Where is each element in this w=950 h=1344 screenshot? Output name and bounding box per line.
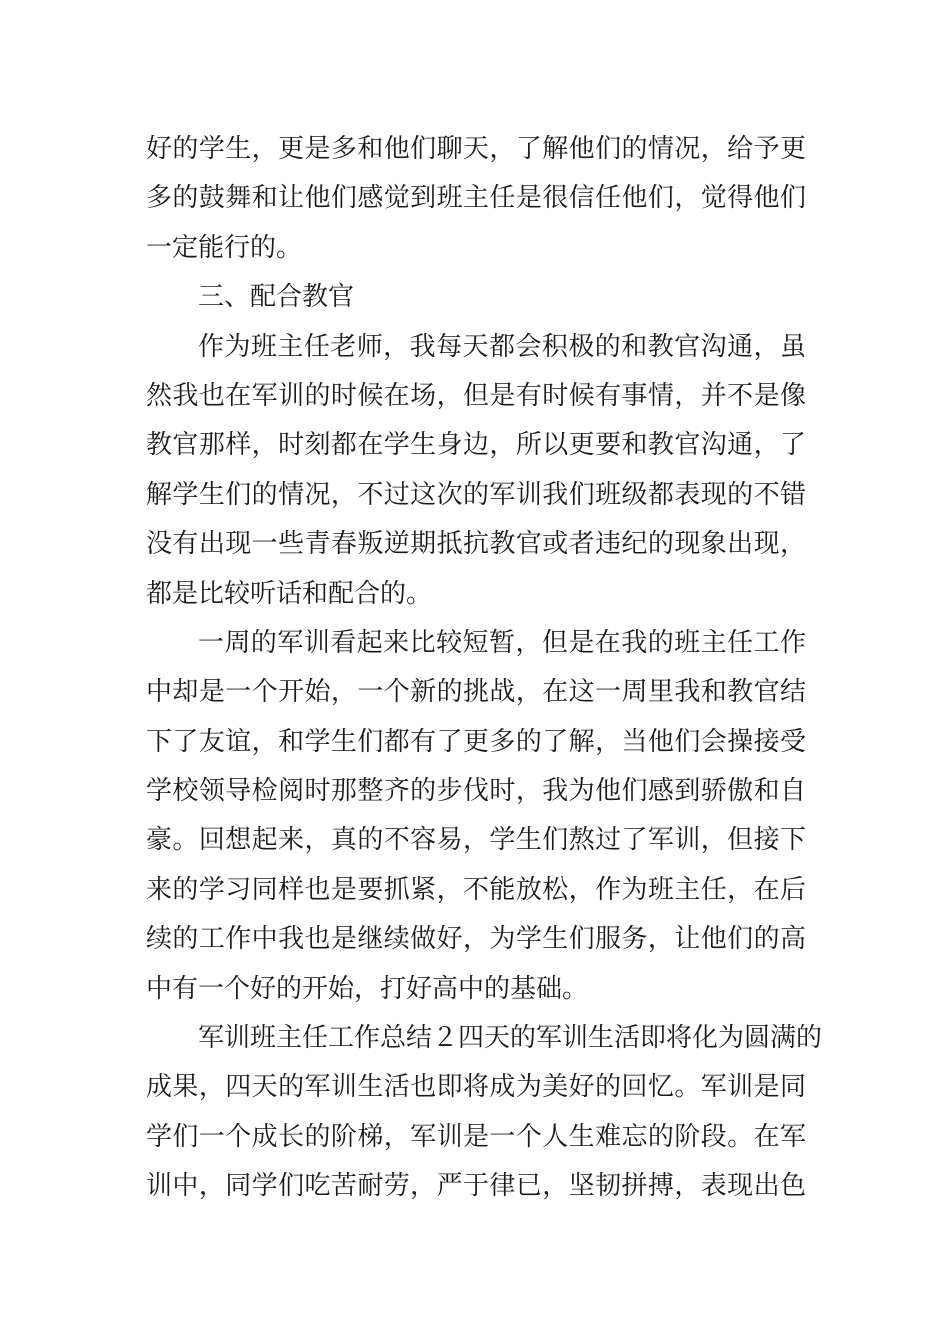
text-line: 多的鼓舞和让他们感觉到班主任是很信任他们，觉得他们 [146, 183, 806, 214]
text-line: 作为班主任老师，我每天都会积极的和教官沟通，虽 [198, 331, 806, 362]
text-line: 然我也在军训的时候在场，但是有时候有事情，并不是像 [146, 380, 806, 411]
document-body [146, 125, 823, 1212]
text-line: 一周的军训看起来比较短暂，但是在我的班主任工作 [198, 627, 806, 658]
text-line: 教官那样，时刻都在学生身边，所以更要和教官沟通，了 [146, 430, 806, 461]
text-line: 学校领导检阅时那整齐的步伐时，我为他们感到骄傲和自 [146, 776, 806, 807]
text-line: 解学生们的情况，不过这次的军训我们班级都表现的不错 [146, 479, 806, 510]
paragraph [146, 125, 806, 273]
text-line: 下了友谊，和学生们都有了更多的了解，当他们会操接受 [146, 726, 806, 757]
paragraph [146, 619, 806, 1014]
text-line: 训中，同学们吃苦耐劳，严于律已，坚韧拼搏，表现出色 [146, 1171, 806, 1202]
text-line: 学们一个成长的阶梯，军训是一个人生难忘的阶段。在军 [146, 1121, 806, 1152]
text-line: 没有出现一些青春叛逆期抵抗教官或者违纪的现象出现， [146, 529, 806, 560]
text-line: 军训班主任工作总结２四天的军训生活即将化为圆满的 [198, 1023, 823, 1054]
text-line: 好的学生，更是多和他们聊天，了解他们的情况，给予更 [146, 134, 806, 164]
text-line: 成果，四天的军训生活也即将成为美好的回忆。军训是同 [146, 1072, 806, 1103]
paragraph [146, 1014, 823, 1212]
text-line: 三、配合教官 [198, 282, 355, 313]
text-line: 中有一个好的开始，打好高中的基础。 [146, 973, 589, 1004]
text-line: 中却是一个开始，一个新的挑战，在这一周里我和教官结 [146, 677, 806, 708]
text-line: 来的学习同样也是要抓紧，不能放松，作为班主任，在后 [146, 874, 806, 905]
paragraph [146, 323, 806, 619]
section-heading [146, 273, 806, 322]
text-line: 一定能行的。 [146, 232, 303, 263]
text-line: 豪。回想起来，真的不容易，学生们熬过了军训，但接下 [146, 825, 806, 856]
text-line: 都是比较听话和配合的。 [146, 578, 433, 609]
text-line: 续的工作中我也是继续做好，为学生们服务，让他们的高 [146, 924, 806, 955]
